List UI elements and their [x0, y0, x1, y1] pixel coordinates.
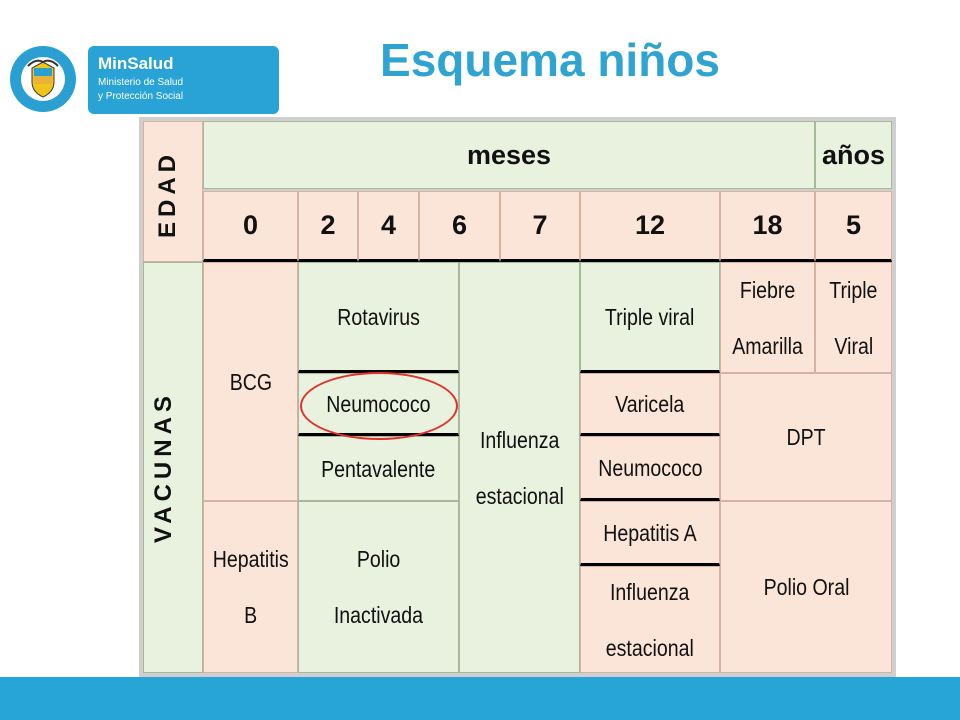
vaccine-neumococo-2-4: Neumococo: [298, 373, 459, 436]
vaccine-pentavalente: Pentavalente: [298, 436, 459, 501]
meses-header: meses: [203, 121, 815, 189]
age-cell-0: 0: [203, 191, 298, 262]
age-cell-7: 7: [500, 191, 580, 262]
footer-bar: [0, 677, 960, 720]
vacunas-header-cell: [143, 262, 203, 673]
age-cell-2: 2: [298, 191, 358, 262]
vaccine-triple-viral-12: Triple viral: [580, 262, 720, 373]
vaccine-rotavirus: Rotavirus: [298, 262, 459, 373]
age-cell-4: 4: [358, 191, 419, 262]
age-cell-5: 5: [815, 191, 892, 262]
vaccine-fiebre-amarilla: Fiebre Amarilla: [720, 262, 815, 373]
vaccine-influenza-estacional-12: Influenza estacional: [580, 566, 720, 673]
vaccine-influenza-estacional-6-7: Influenza estacional: [459, 262, 580, 673]
edad-label: EDAD: [154, 149, 182, 239]
vaccine-varicela: Varicela: [580, 373, 720, 436]
vaccination-schedule-table: [139, 117, 896, 677]
vaccine-bcg: BCG: [203, 262, 298, 501]
minsalud-logo: [8, 44, 273, 114]
brand-subtitle-line2: y Protección Social: [98, 91, 184, 102]
vacunas-label: VACUNAS: [149, 391, 177, 543]
edad-header-cell: [143, 121, 203, 262]
anos-header: años: [815, 121, 892, 189]
minsalud-brand-panel: [88, 46, 279, 114]
vaccine-hepatitis-b: Hepatitis B: [203, 501, 298, 673]
vaccine-dpt: DPT: [720, 373, 892, 501]
vaccine-triple-viral-5: Triple Viral: [815, 262, 892, 373]
age-cell-12: 12: [580, 191, 720, 262]
brand-name: MinSalud: [98, 54, 174, 73]
vaccine-hepatitis-a: Hepatitis A: [580, 501, 720, 566]
vaccine-neumococo-12: Neumococo: [580, 436, 720, 501]
brand-subtitle-line1: Ministerio de Salud: [98, 77, 184, 88]
neumococo-highlight-circle: [300, 372, 458, 440]
vaccine-polio-oral: Polio Oral: [720, 501, 892, 673]
vaccine-polio-inactivada: Polio Inactivada: [298, 501, 459, 673]
colombia-seal-icon: [8, 44, 78, 114]
page-title: Esquema niños: [380, 34, 720, 86]
age-cell-18: 18: [720, 191, 815, 262]
age-cell-6: 6: [419, 191, 500, 262]
